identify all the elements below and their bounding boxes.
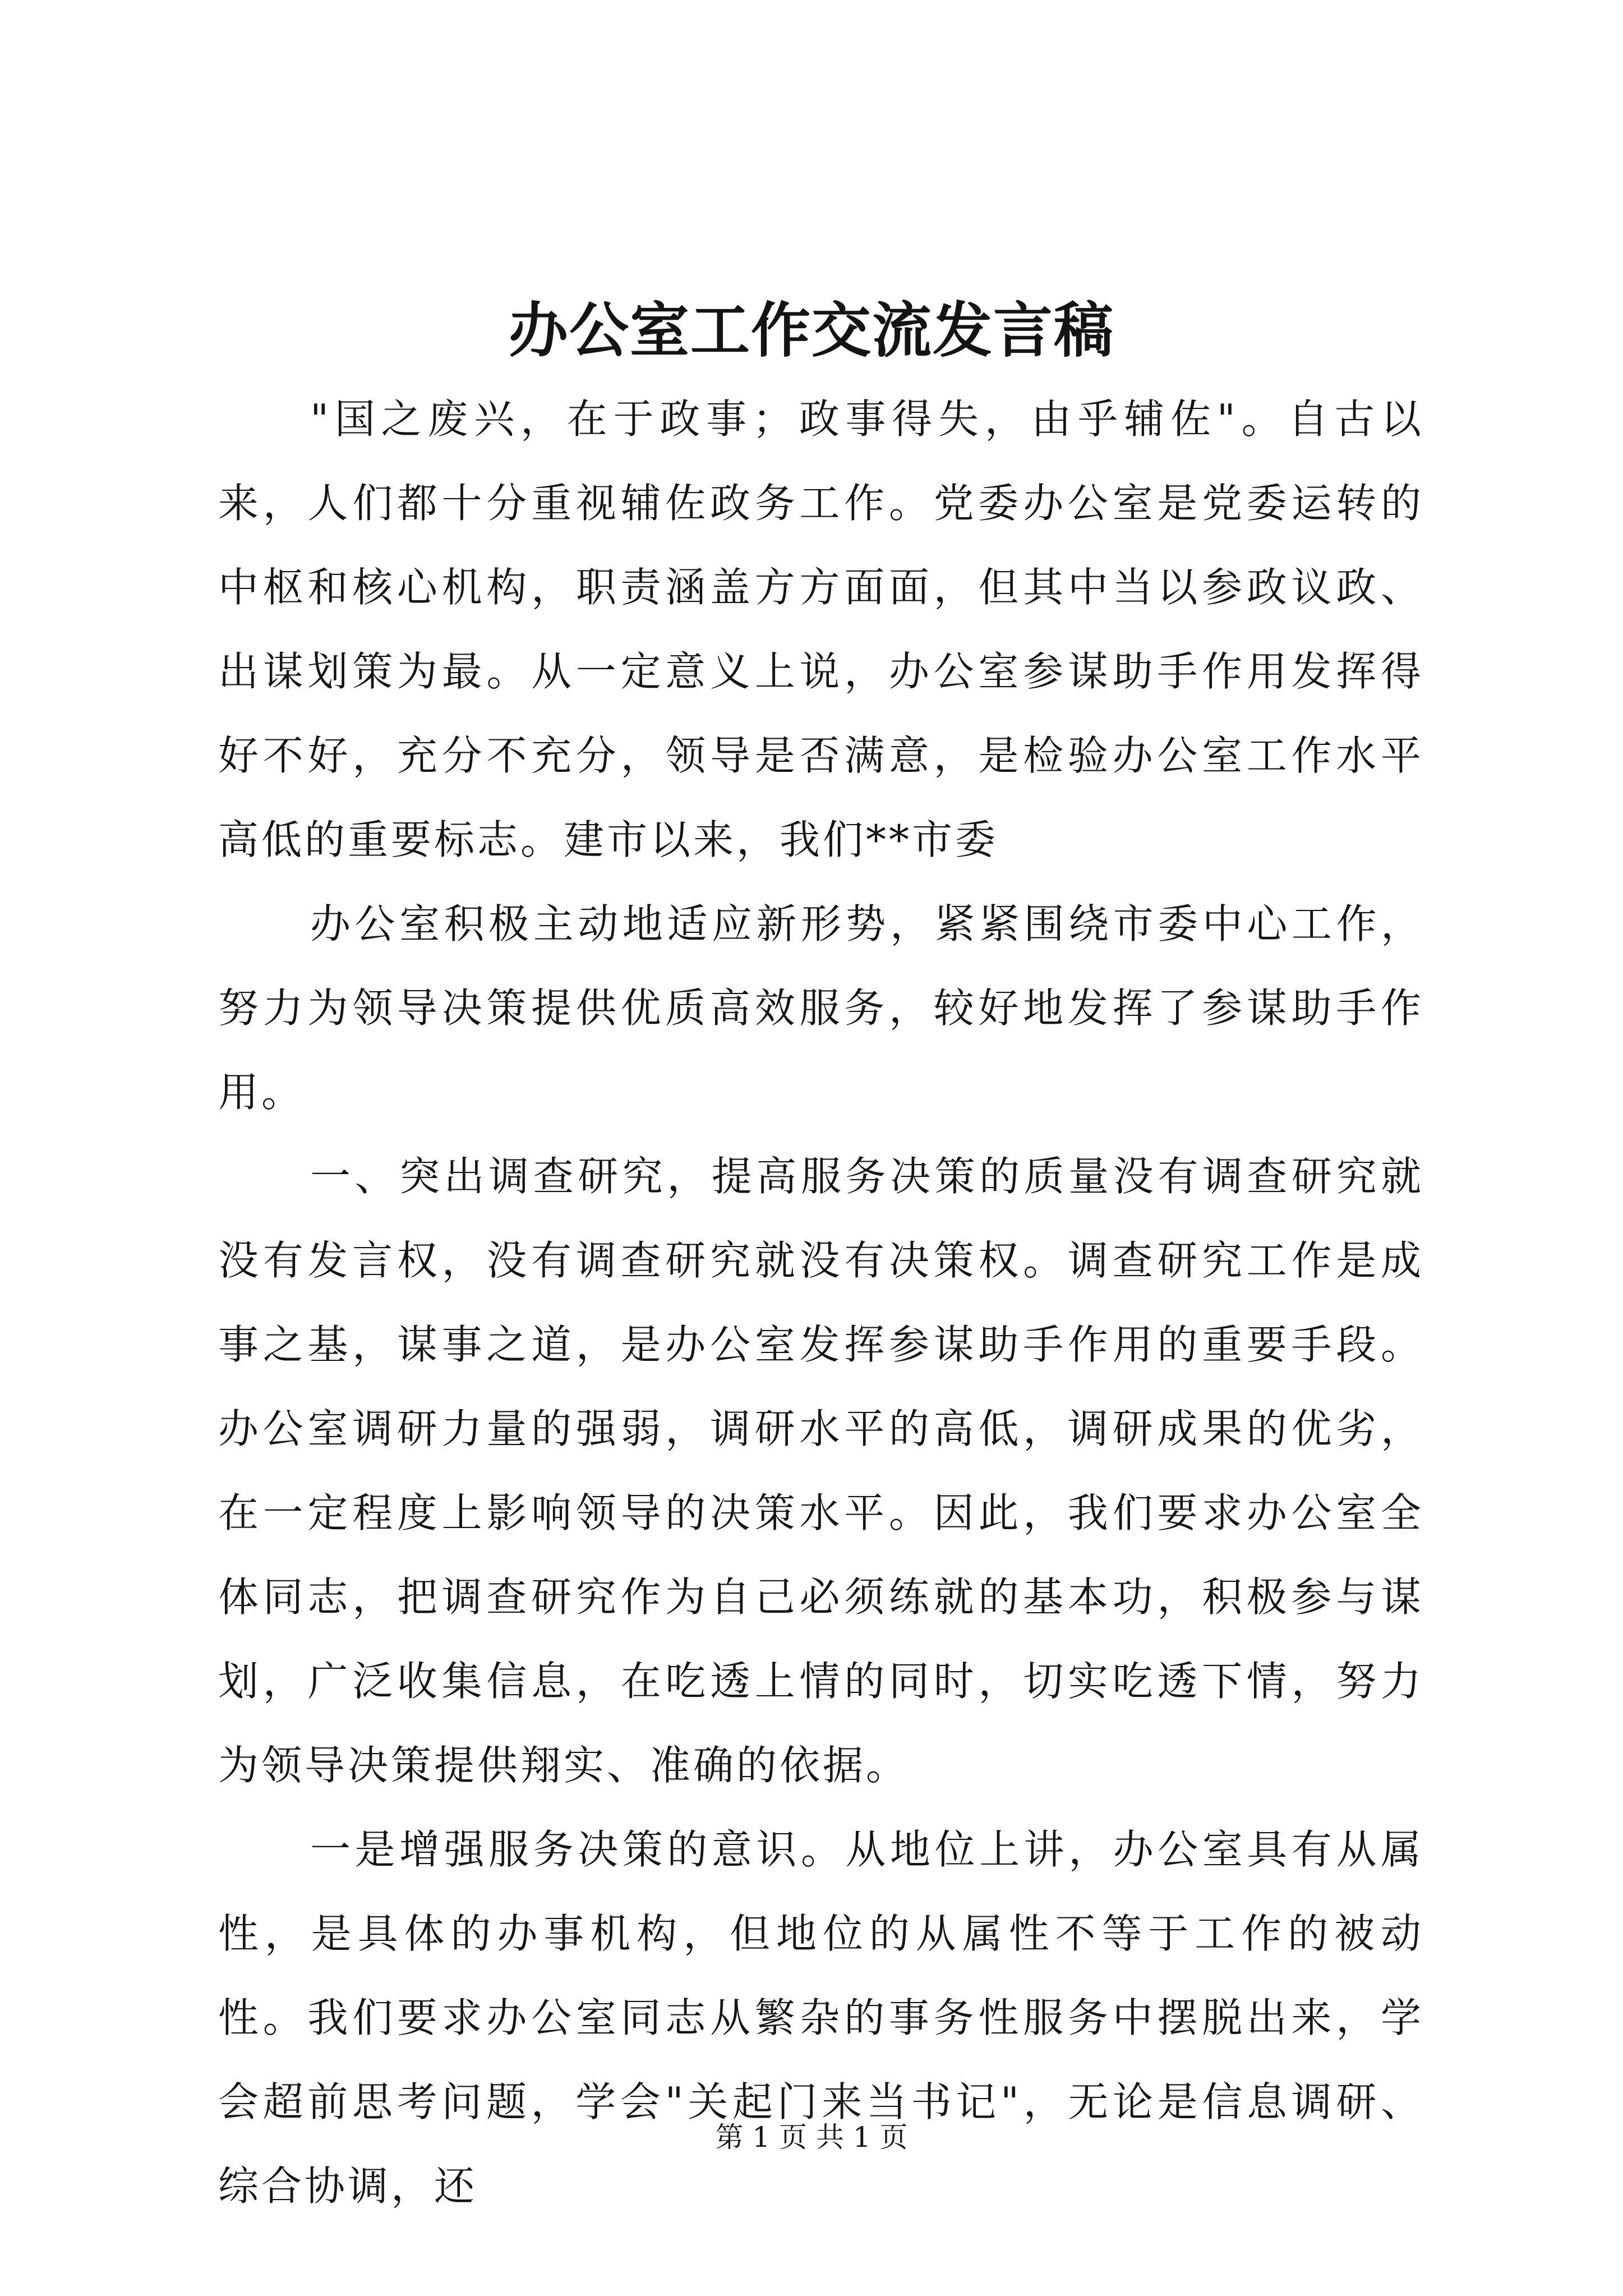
paragraph-section-one: 一、突出调查研究，提高服务决策的质量没有调查研究就没有发言权，没有调查研究就没有决策权。调查研究工作是成事之基，谋事之道，是办公室发挥参谋助手作用的重要手段。办公室调研力量的强弱，调研水平的高低，调研成果的优劣，在一定程度上影响领导的决策水平。因此，我们要求办公室全体同志，把调查研究作为自己必须练就的基本功，积极参与谋划，广泛收集信息，在吃透上情的同时，切实吃透下情，努力为领导决策提供翔实、准确的依据。 xyxy=(218,1153,1424,1789)
paragraph-office-role: 办公室积极主动地适应新形势，紧紧围绕市委中心工作，努力为领导决策提供优质高效服务，较好地发挥了参谋助手作用。 xyxy=(218,900,1424,1116)
paragraph-point-one: 一是增强服务决策的意识。从地位上讲，办公室具有从属性，是具体的办事机构，但地位的从属性不等于工作的被动性。我们要求办公室同志从繁杂的事务性服务中摆脱出来，学会超前思考问题，学会"关起门来当书记"，无论是信息调研、综合协调，还 xyxy=(218,1826,1424,2210)
page-footer: 第 1 页 共 1 页 xyxy=(715,2121,908,2154)
document-body xyxy=(218,377,1424,2228)
document-title: 办公室工作交流发言稿 xyxy=(509,296,1114,365)
paragraph-intro: "国之废兴，在于政事；政事得失，由乎辅佐"。自古以来，人们都十分重视辅佐政务工作。党委办公室是党委运转的中枢和核心机构，职责涵盖方方面面，但其中当以参政议政、出谋划策为最。从一定意义上说，办公室参谋助手作用发挥得好不好，充分不充分，领导是否满意，是检验办公室工作水平高低的重要标志。建市以来，我们**市委 xyxy=(218,395,1424,863)
